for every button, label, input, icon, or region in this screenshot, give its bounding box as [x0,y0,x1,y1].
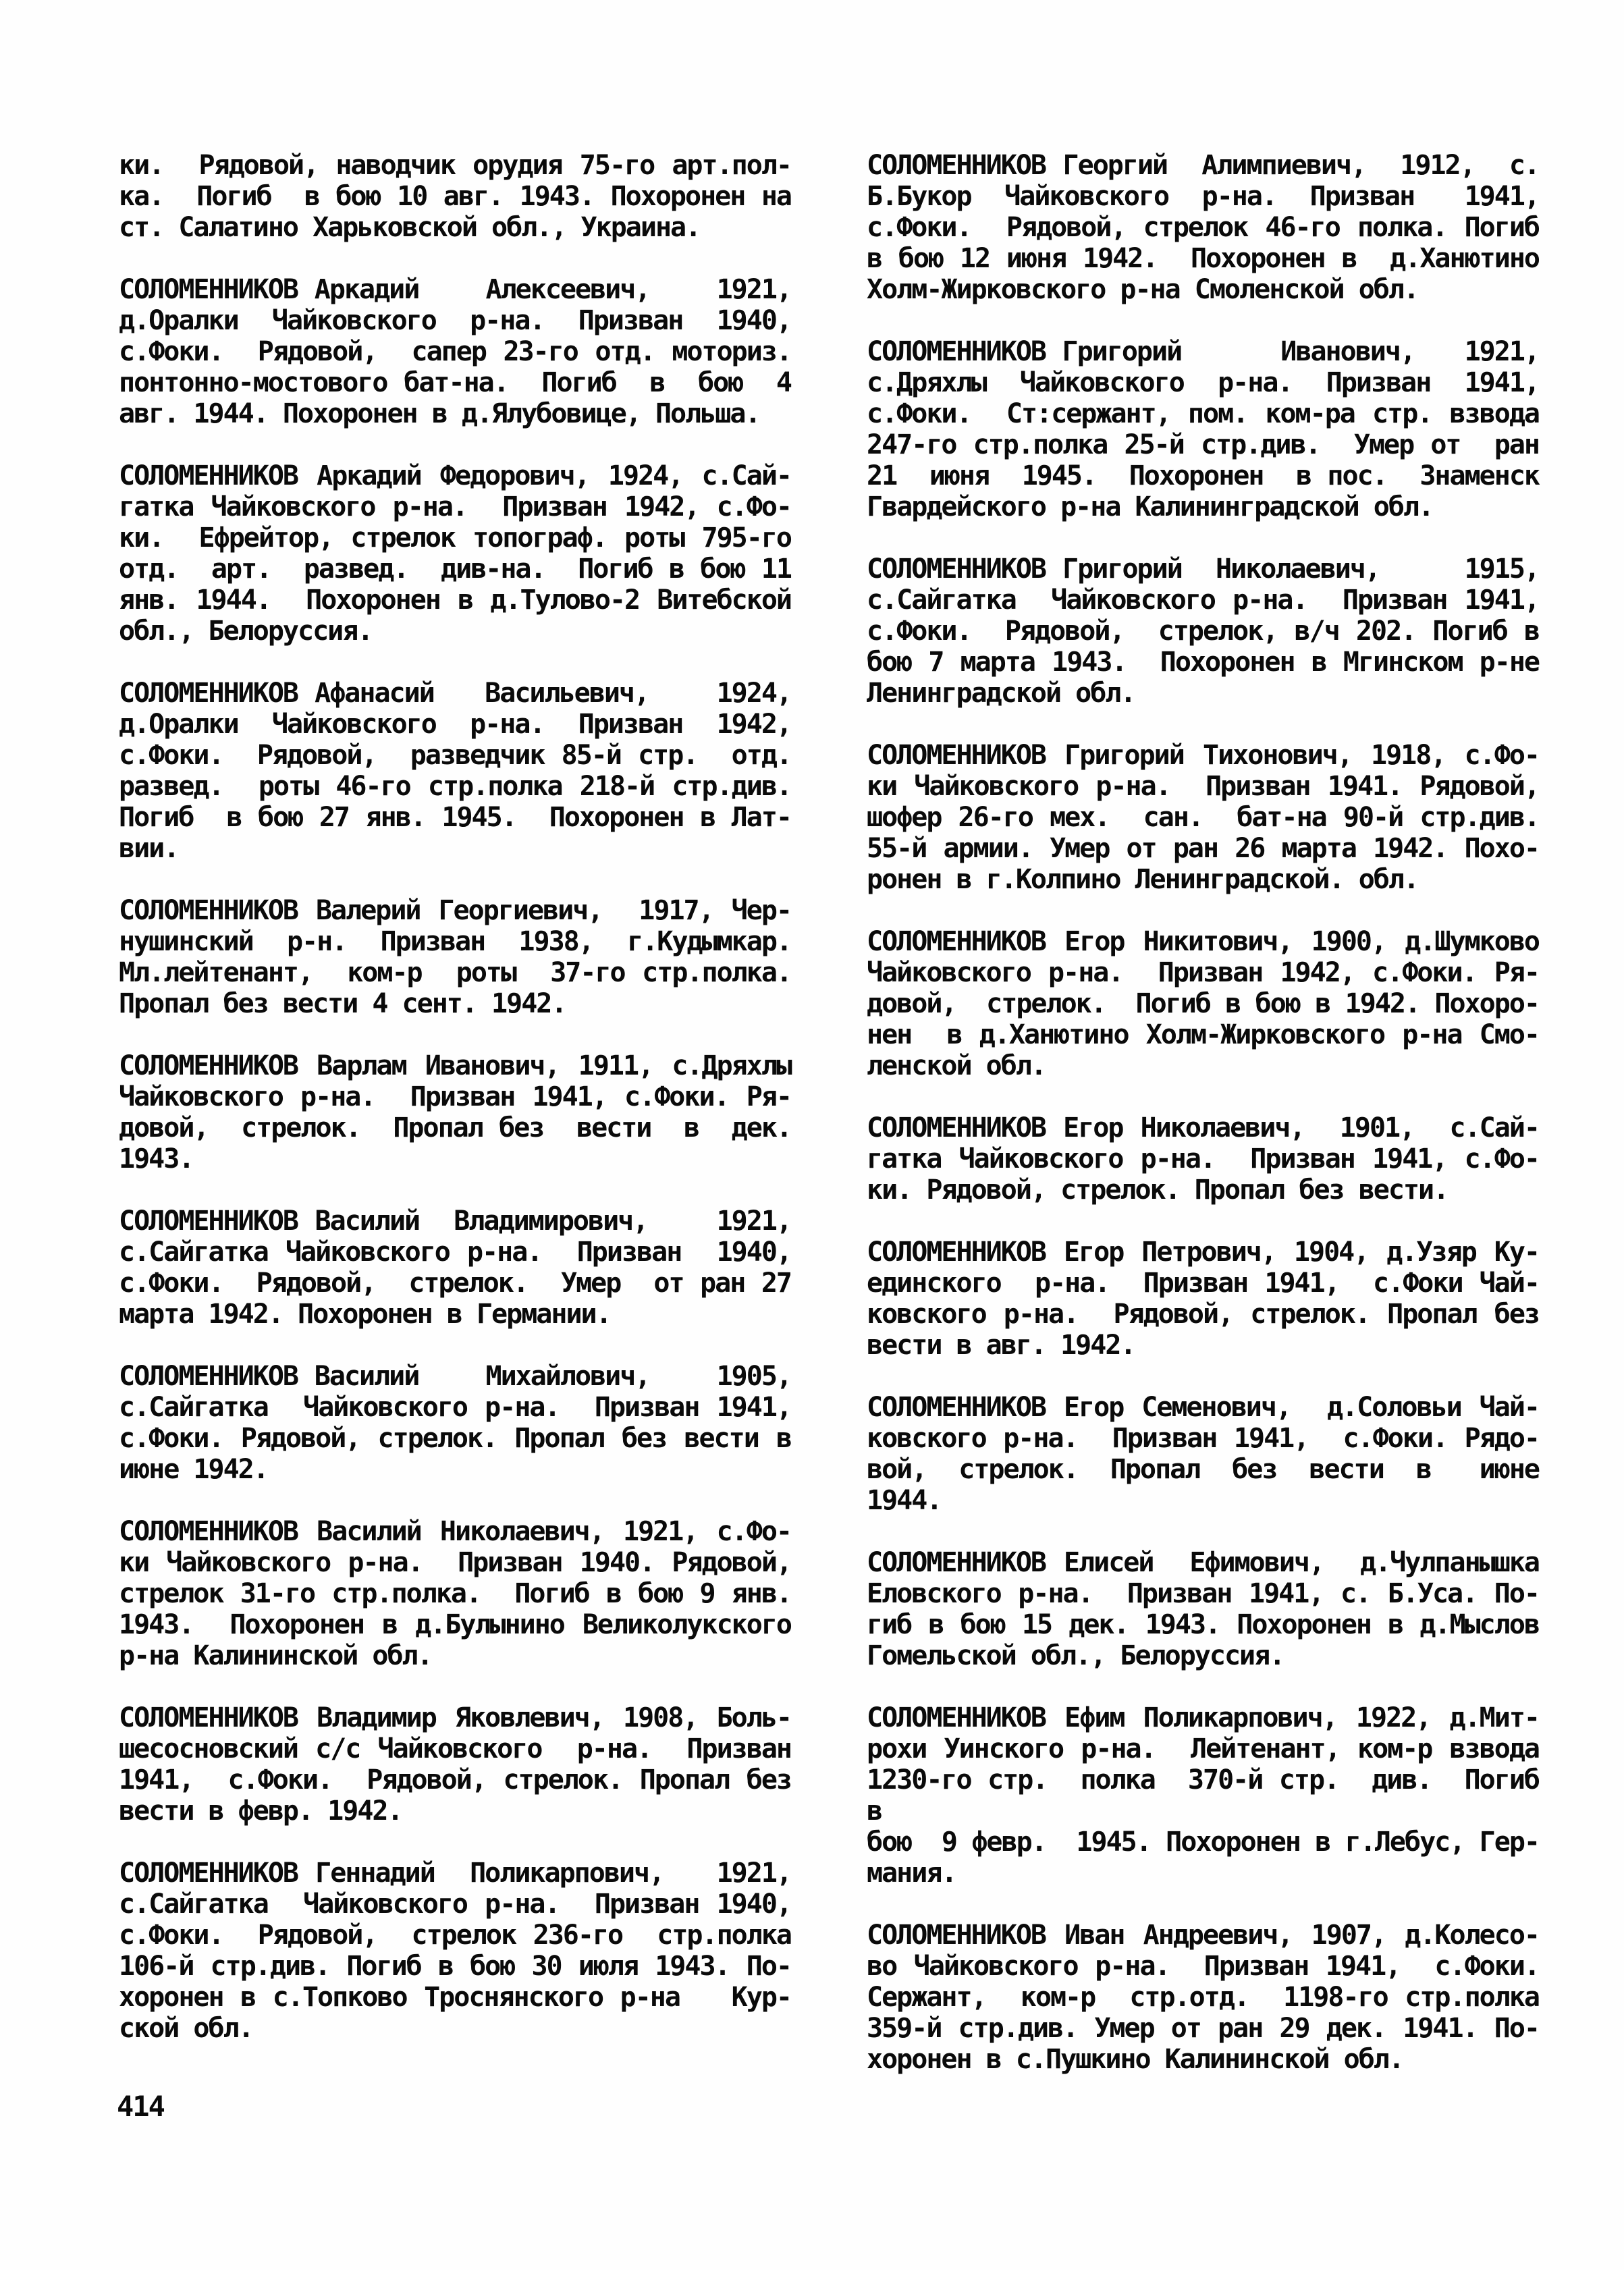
entry-line: ки Чайковского р-на. Призван 1940. Рядовой, [119,1547,791,1578]
entry-line: обл., Белоруссия. [119,616,373,647]
entry-line: развед. роты 46-го стр.полка 218-й стр.див. [119,771,791,802]
entry-line: марта 1942. Похоронен в Германии. [119,1299,611,1330]
entry-line: во Чайковского р-на. Призван 1941, с.Фоки. [867,1951,1539,1982]
entry-line: довой, стрелок. Пропал без вести в дек. [119,1112,791,1143]
entry-line: 247-го стр.полка 25-й стр.див. Умер от ран [867,429,1539,460]
entry-line: с.Сайгатка Чайковского р-на. Призван 1941, [119,1392,791,1423]
entry-line: с.Фоки. Рядовой, стрелок. Умер от ран 27 [119,1268,791,1299]
entry-line: Чайковского р-на. Призван 1942, с.Фоки. Ря- [867,957,1539,988]
entry-line: довой, стрелок. Погиб в бою в 1942. Похоро- [867,988,1539,1019]
memorial-entry [119,274,791,429]
memorial-entry [867,1237,1539,1361]
entry-line: с.Фоки. Рядовой, разведчик 85-й стр. отд. [119,740,791,771]
entry-line: рохи Уинского р-на. Лейтенант, ком-р взвода [867,1733,1539,1764]
entry-line: Холм-Жирковского р-на Смоленской обл. [867,274,1419,305]
entry-line: с.Дряхлы Чайковского р-на. Призван 1941, [867,367,1539,398]
entry-line: ст. Салатино Харьковской обл., Украина. [119,212,701,243]
memorial-entry [119,150,791,243]
memorial-entry [867,1112,1539,1206]
entry-line: нушинский р-н. Призван 1938, г.Кудымкар. [119,926,791,957]
entry-line: с.Фоки. Ст:сержант, пом. ком-ра стр. взвода [867,398,1539,429]
memorial-entry [119,460,791,647]
memorial-entry [119,678,791,864]
page-number: 414 [117,2090,164,2123]
entry-line: с.Сайгатка Чайковского р-на. Призван 1940, [119,1237,791,1268]
entry-line: Гомельской обл., Белоруссия. [867,1640,1284,1671]
entry-line: д.Оралки Чайковского р-на. Призван 1940, [119,305,791,336]
entry-line: гиб в бою 15 дек. 1943. Похоронен в д.Мыслов [867,1609,1539,1640]
memorial-entry [119,1702,791,1827]
memorial-entry [867,553,1539,709]
memorial-entry [119,895,791,1019]
entry-line: ки Чайковского р-на. Призван 1941. Рядовой, [867,771,1539,802]
entry-line: понтонно-мостового бат-на. Погиб в бою 4 [119,367,791,398]
entry-line: с.Сайгатка Чайковского р-на. Призван 1941, [867,585,1539,616]
entry-line: с.Сайгатка Чайковского р-на. Призван 1940, [119,1889,791,1920]
entry-line: ки. Ефрейтор, стрелок топограф. роты 795-го [119,522,791,553]
entry-line: Чайковского р-на. Призван 1941, с.Фоки. Ря- [119,1081,791,1112]
entry-line: с.Фоки. Рядовой, стрелок 46-го полка. Погиб [867,212,1539,243]
memorial-entry [119,1858,791,2044]
entry-line: шофер 26-го мех. сан. бат-на 90-й стр.див. [867,802,1539,833]
entry-line: вести в авг. 1942. [867,1330,1135,1361]
entry-line: 55-й армии. Умер от ран 26 марта 1942. Похо- [867,833,1539,864]
entry-line: СОЛОМЕННИКОВ Василий Николаевич, 1921, с.Фо- [119,1516,791,1547]
entry-line: СОЛОМЕННИКОВ Владимир Яковлевич, 1908, Боль- [119,1702,791,1733]
entry-line: СОЛОМЕННИКОВ Аркадий Алексеевич, 1921, [119,274,791,305]
entry-line: мания. [867,1858,956,1889]
entry-line: СОЛОМЕННИКОВ Ефим Поликарпович, 1922, д.Мит- [867,1702,1539,1733]
memorial-entry [867,740,1539,895]
entry-line: р-на Калининской обл. [119,1640,432,1671]
entry-line: СОЛОМЕННИКОВ Елисей Ефимович, д.Чулпанышка [867,1547,1539,1578]
left-column [119,150,791,2075]
entry-line: СОЛОМЕННИКОВ Афанасий Васильевич, 1924, [119,678,791,709]
memorial-entry [867,1547,1539,1671]
entry-line: ки. Рядовой, стрелок. Пропал без вести. [867,1174,1449,1206]
entry-line: СОЛОМЕННИКОВ Григорий Иванович, 1921, [867,336,1539,367]
entry-line: ской обл. [119,2013,253,2044]
entry-line: стрелок 31-го стр.полка. Погиб в бою 9 янв. [119,1578,791,1609]
entry-line: ковского р-на. Призван 1941, с.Фоки. Рядо- [867,1423,1539,1454]
memorial-entry [867,1702,1539,1889]
entry-line: с.Фоки. Рядовой, сапер 23-го отд. моториз. [119,336,791,367]
entry-line: 1943. [119,1143,194,1174]
entry-line: ковского р-на. Рядовой, стрелок. Пропал без [867,1299,1539,1330]
memorial-entry [119,1050,791,1174]
memorial-entry [119,1361,791,1485]
entry-line: СОЛОМЕННИКОВ Геннадий Поликарпович, 1921, [119,1858,791,1889]
entry-line: единского р-на. Призван 1941, с.Фоки Чай- [867,1268,1539,1299]
entry-line: Сержант, ком-р стр.отд. 1198-го стр.полка [867,1982,1539,2013]
entry-line: хоронен в с.Топково Троснянского р-на Кур- [119,1982,791,2013]
entry-line: хоронен в с.Пушкино Калининской обл. [867,2044,1403,2075]
right-column [867,150,1539,2075]
entry-line: Пропал без вести 4 сент. 1942. [119,988,566,1019]
entry-line: нен в д.Ханютино Холм-Жирковского р-на Смо- [867,1019,1539,1050]
entry-line: вести в февр. 1942. [119,1795,402,1827]
entry-line: отд. арт. развед. див-на. Погиб в бою 11 [119,553,791,585]
entry-line: шесосновский с/с Чайковского р-на. Призван [119,1733,791,1764]
entry-line: СОЛОМЕННИКОВ Василий Михайлович, 1905, [119,1361,791,1392]
entry-line: Б.Букор Чайковского р-на. Призван 1941, [867,181,1539,212]
memorial-entry [867,1920,1539,2075]
entry-line: ронен в г.Колпино Ленинградской. обл. [867,864,1419,895]
entry-line: авг. 1944. Похоронен в д.Ялубовице, Польша. [119,398,760,429]
entry-line: Еловского р-на. Призван 1941, с. Б.Уса. По- [867,1578,1539,1609]
entry-line: д.Оралки Чайковского р-на. Призван 1942, [119,709,791,740]
entry-line: с.Фоки. Рядовой, стрелок. Пропал без вести в [119,1423,791,1454]
entry-line: Ленинградской обл. [867,678,1135,709]
entry-line: СОЛОМЕННИКОВ Егор Никитович, 1900, д.Шумково [867,926,1539,957]
entry-line: СОЛОМЕННИКОВ Иван Андреевич, 1907, д.Колесо- [867,1920,1539,1951]
entry-line: СОЛОМЕННИКОВ Егор Николаевич, 1901, с.Сай- [867,1112,1539,1143]
entry-line: СОЛОМЕННИКОВ Егор Семенович, д.Соловьи Чай- [867,1392,1539,1423]
entry-line: вой, стрелок. Пропал без вести в июне [867,1454,1539,1485]
entry-line: 1943. Похоронен в д.Булынино Великолукского [119,1609,791,1640]
entry-line: ка. Погиб в бою 10 авг. 1943. Похоронен на [119,181,791,212]
entry-line: 21 июня 1945. Похоронен в пос. Знаменск [867,460,1539,491]
entry-line: ленской обл. [867,1050,1046,1081]
entry-line: СОЛОМЕННИКОВ Григорий Николаевич, 1915, [867,553,1539,585]
entry-line: СОЛОМЕННИКОВ Валерий Георгиевич, 1917, Чер- [119,895,791,926]
entry-line: бою 9 февр. 1945. Похоронен в г.Лебус, Гер- [867,1827,1539,1858]
entry-line: СОЛОМЕННИКОВ Варлам Иванович, 1911, с.Дряхлы [119,1050,791,1081]
entry-line: 359-й стр.див. Умер от ран 29 дек. 1941. По- [867,2013,1539,2044]
entry-line: с.Фоки. Рядовой, стрелок 236-го стр.полка [119,1920,791,1951]
memorial-entry [867,336,1539,522]
entry-line: 106-й стр.див. Погиб в бою 30 июля 1943. По- [119,1951,791,1982]
entry-line: Погиб в бою 27 янв. 1945. Похоронен в Лат- [119,802,791,833]
memorial-entry [119,1516,791,1671]
entry-line: в бою 12 июня 1942. Похоронен в д.Ханютино [867,243,1539,274]
entry-line: 1944. [867,1485,942,1516]
entry-line: июне 1942. [119,1454,268,1485]
entry-line: Гвардейского р-на Калининградской обл. [867,491,1434,522]
entry-line: Мл.лейтенант, ком-р роты 37-го стр.полка. [119,957,791,988]
entry-line: СОЛОМЕННИКОВ Егор Петрович, 1904, д.Узяр Ку- [867,1237,1539,1268]
entry-line: 1230-го стр. полка 370-й стр. див. Погиб в [867,1764,1539,1827]
entry-line: гатка Чайковского р-на. Призван 1942, с.Фо- [119,491,791,522]
entry-line: янв. 1944. Похоронен в д.Тулово-2 Витебской [119,585,791,616]
entry-line: СОЛОМЕННИКОВ Георгий Алимпиевич, 1912, с. [867,150,1539,181]
memorial-entry [119,1206,791,1330]
entry-line: 1941, с.Фоки. Рядовой, стрелок. Пропал без [119,1764,791,1795]
entry-line: ки. Рядовой, наводчик орудия 75-го арт.пол- [119,150,791,181]
memorial-entry [867,150,1539,305]
entry-line: вии. [119,833,179,864]
memorial-entry [867,1392,1539,1516]
memorial-entry [867,926,1539,1081]
entry-line: бою 7 марта 1943. Похоронен в Мгинском р-не [867,647,1539,678]
entry-line: СОЛОМЕННИКОВ Василий Владимирович, 1921, [119,1206,791,1237]
entry-line: с.Фоки. Рядовой, стрелок, в/ч 202. Погиб в [867,616,1539,647]
entry-line: гатка Чайковского р-на. Призван 1941, с.Фо- [867,1143,1539,1174]
entry-line: СОЛОМЕННИКОВ Григорий Тихонович, 1918, с.Фо- [867,740,1539,771]
entry-line: СОЛОМЕННИКОВ Аркадий Федорович, 1924, с.Сай- [119,460,791,491]
